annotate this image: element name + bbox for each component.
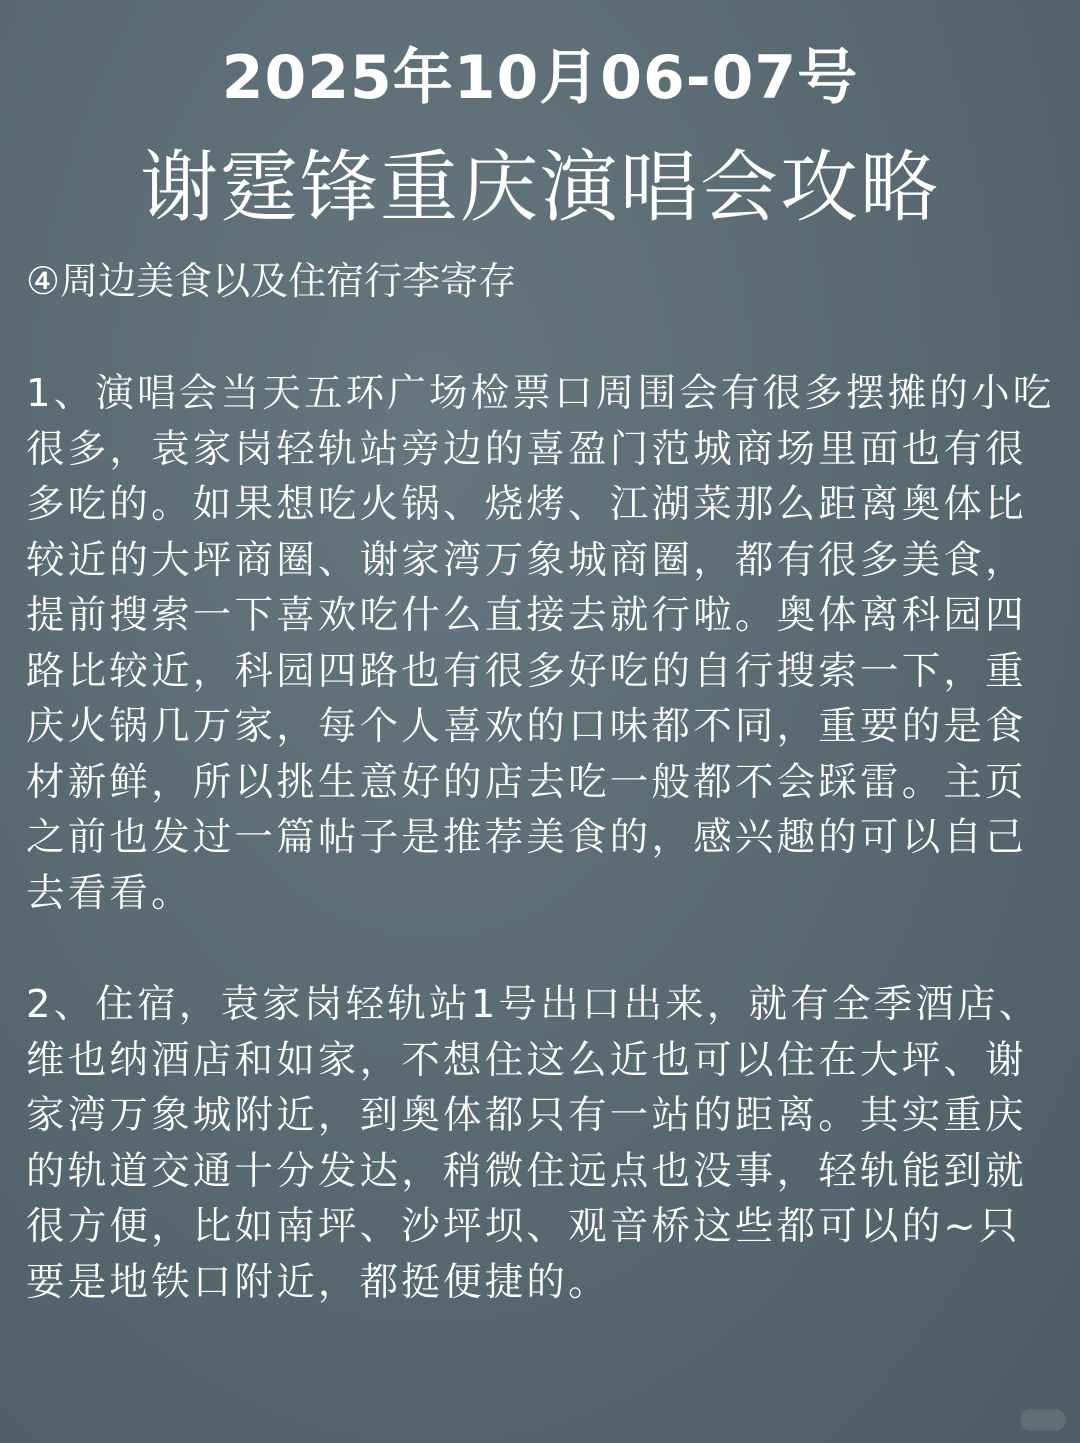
- date-heading: 2025年10月06-07号: [221, 43, 859, 113]
- section-heading: ④周边美食以及住宿行李寄存: [26, 259, 517, 303]
- paragraph-food: 1、演唱会当天五环广场检票口周围会有很多摆摊的小吃很多，袁家岗轻轨站旁边的喜盈门范城商场里面也有很多吃的。如果想吃火锅、烧烤、江湖菜那么距离奥体比较近的大坪商圈、谢家湾万象城商圈，都有很多美食，提前搜索一下喜欢吃什么直接去就行啦。奥体离科园四路比较近，科园四路也有很多好吃的自行搜索一下，重庆火锅几万家，每个人喜欢的口味都不同，重要的是食材新鲜，所以挑生意好的店去吃一般都不会踩雷。主页之前也发过一篇帖子是推荐美食的，感兴趣的可以自己去看看。: [26, 371, 1055, 916]
- paragraph-lodging: 2、住宿，袁家岗轻轨站1号出口出来，就有全季酒店、维也纳酒店和如家，不想住这么近也可以住在大坪、谢家湾万象城附近，到奥体都只有一站的距离。其实重庆的轨道交通十分发达，稍微住远点也没事，轻轨能到就很方便，比如南坪、沙坪坝、观音桥这些都可以的~只要是地铁口附近，都挺便捷的。: [26, 982, 1041, 1305]
- watermark-logo: [1020, 1409, 1066, 1431]
- page-title: 谢霆锋重庆演唱会攻略: [139, 143, 940, 233]
